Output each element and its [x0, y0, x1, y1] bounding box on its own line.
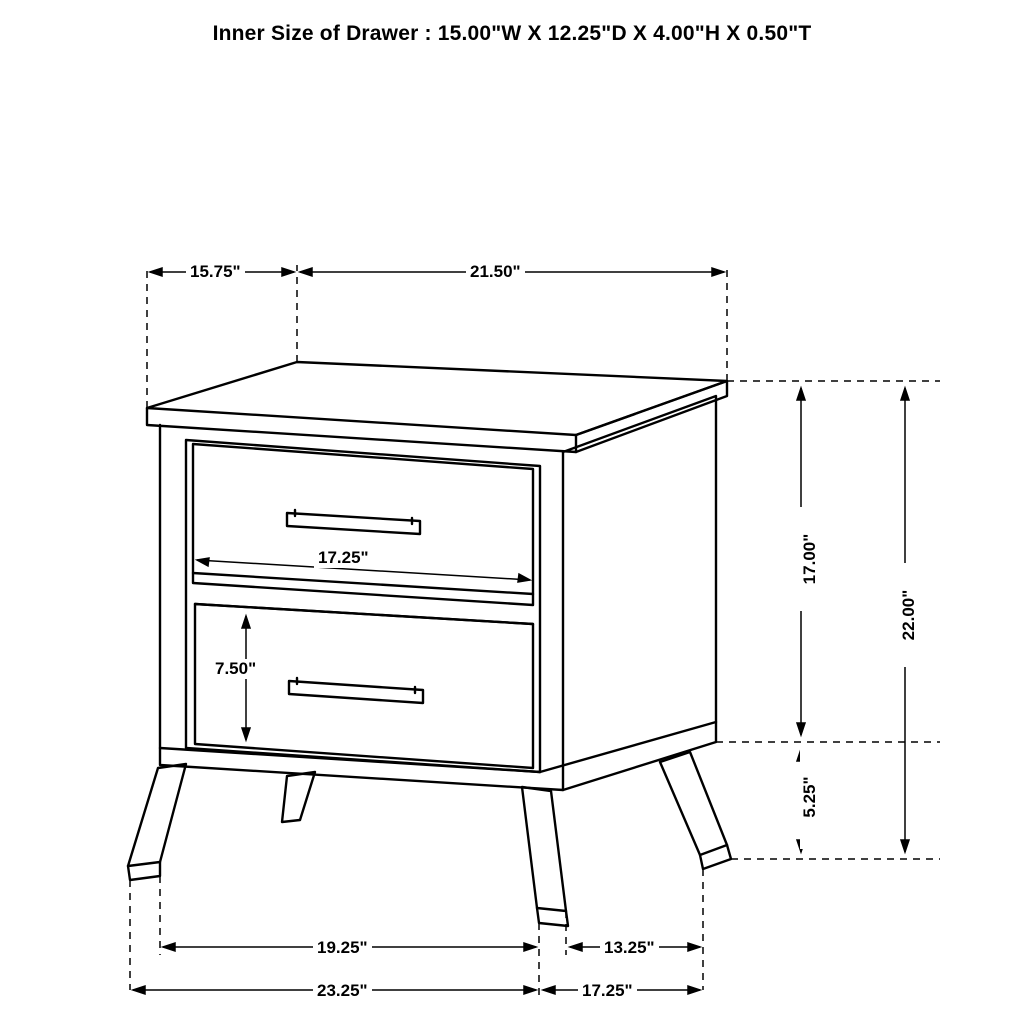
arrow-left-overall-width — [133, 986, 145, 994]
label-leg-height: 5.25" — [800, 745, 820, 849]
back-right-leg — [660, 752, 727, 855]
label-overall-width: 23.25" — [313, 981, 372, 1001]
arrow-right-side-leg-span — [688, 943, 700, 951]
arrow-right-overall-width — [524, 986, 536, 994]
arrow-left-drawer-width — [197, 558, 209, 566]
arrow-right-drawer-width — [518, 574, 530, 582]
arrow-right-overall-depth — [688, 986, 700, 994]
cabinet-side — [563, 396, 716, 790]
arrow-top-cabinet-height — [797, 388, 805, 400]
label-upper-drawer-width: 17.25" — [314, 548, 373, 568]
cabinet-bottom-rail-side — [540, 722, 716, 772]
label-top-depth: 15.75" — [186, 262, 245, 282]
cabinet-front — [160, 425, 563, 790]
arrow-top-overall-height — [901, 388, 909, 400]
top-side-edge — [576, 381, 727, 452]
nightstand-illustration — [128, 362, 731, 926]
label-side-leg-span: 13.25" — [600, 938, 659, 958]
label-front-leg-span: 19.25" — [313, 938, 372, 958]
arrow-left-overall-depth — [543, 986, 555, 994]
back-left-leg — [282, 772, 315, 822]
arrow-left-top-width — [300, 268, 312, 276]
upper-drawer-handle — [287, 513, 420, 534]
page-title: Inner Size of Drawer : 15.00"W X 12.25"D X 4.00"H X 0.50"T — [212, 22, 812, 45]
label-overall-depth: 17.25" — [578, 981, 637, 1001]
arrow-right-top-width — [712, 268, 724, 276]
arrow-top-lower-drawer — [242, 616, 250, 628]
label-cabinet-height: 17.00" — [800, 507, 820, 611]
label-top-width: 21.50" — [466, 262, 525, 282]
arrow-bottom-lower-drawer — [242, 728, 250, 740]
label-lower-drawer-height: 7.50" — [211, 659, 260, 679]
arrow-right-top-depth — [282, 268, 294, 276]
arrow-bottom-overall-height — [901, 840, 909, 852]
upper-drawer-front — [193, 444, 533, 594]
arrow-left-front-leg-span — [163, 943, 175, 951]
arrow-left-top-depth — [150, 268, 162, 276]
arrow-bottom-cabinet-height — [797, 723, 805, 735]
label-overall-height: 22.00" — [899, 563, 919, 667]
arrow-right-front-leg-span — [524, 943, 536, 951]
arrow-left-side-leg-span — [570, 943, 582, 951]
front-left-leg — [128, 764, 186, 866]
front-right-leg — [522, 787, 566, 911]
lower-drawer-handle — [289, 681, 423, 703]
